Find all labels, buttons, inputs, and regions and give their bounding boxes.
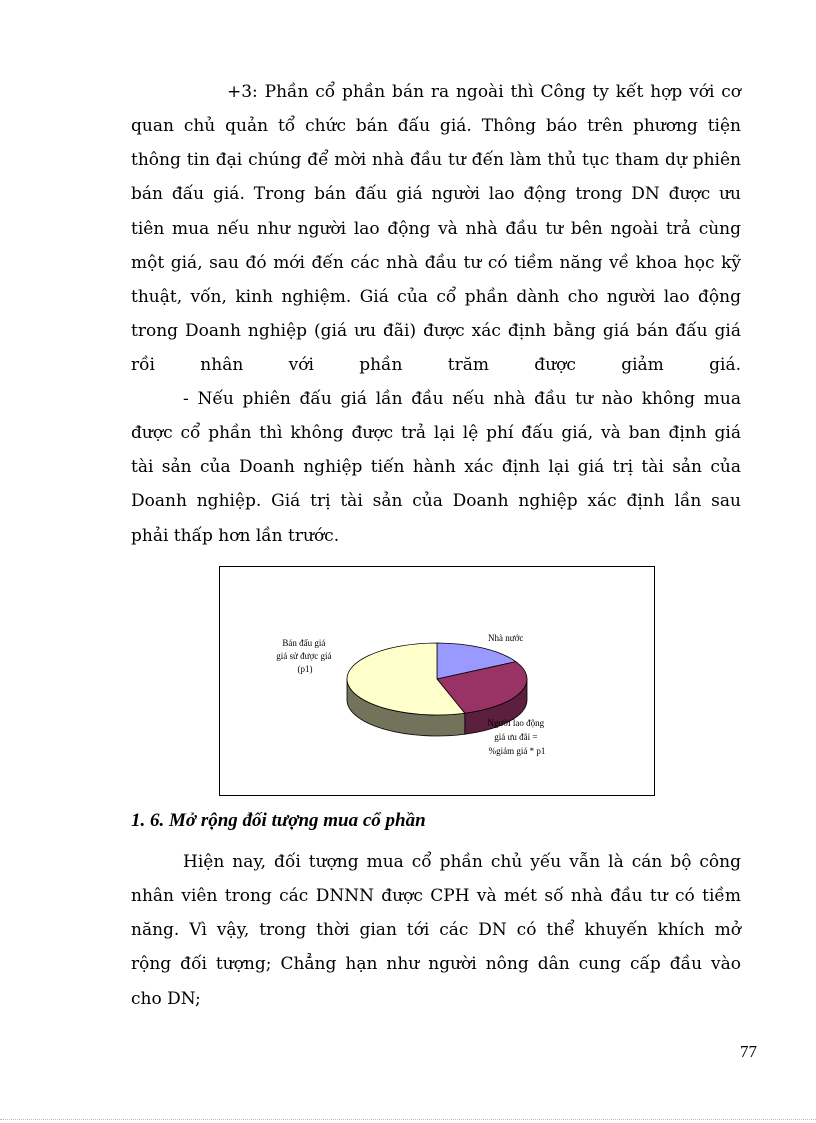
text-line: quan chủ quản tổ chức bán đấu giá. Thông báo trên phương tiện [131,116,741,136]
text-line: phải thấp hơn lần trước. [131,526,340,546]
label-line: Người lao động [487,718,545,728]
slice-label-auction [276,638,334,674]
label-line: %giảm giá * p1 [488,746,546,756]
text-line: cho DN; [131,989,201,1009]
text-line: tiên mua nếu như người lao động và nhà đầu tư bên ngoài trả cùng [131,219,741,239]
text-line: thông tin đại chúng để mời nhà đầu tư đến làm thủ tục tham dự phiên [131,150,741,170]
label-line: Bán đấu giá [282,638,326,648]
page-number: 77 [740,1042,757,1061]
section-heading: 1. 6. Mở rộng đối tượng mua cổ phần [131,810,426,831]
text-line: được cổ phần thì không được trả lại lệ phí đấu giá, và ban định giá [131,423,741,443]
slice-label-state [488,633,523,643]
text-line: - Nếu phiên đấu giá lần đầu nếu nhà đầu tư nào không mua [183,389,741,409]
pie-top-faces [347,643,527,715]
label-line: giá sử được giá [276,651,332,661]
pie-chart [219,566,655,796]
text-line: rồi nhân với phần trăm được giảm giá. [131,355,741,375]
text-line: tài sản của Doanh nghiệp tiến hành xác định lại giá trị tài sản của [131,457,741,477]
pie-chart-canvas [220,567,656,797]
label-line: (p1) [297,664,313,674]
text-line: +3: Phần cổ phần bán ra ngoài thì Công ty kết hợp với cơ [227,82,741,102]
text-line: Doanh nghiệp. Giá trị tài sản của Doanh nghiệp xác định lần sau [131,491,741,511]
label-line: giá ưu đãi = [494,732,538,742]
text-line: rộng đối tượng; Chẳng hạn như người nông dân cung cấp đầu vào [131,954,741,974]
text-line: bán đấu giá. Trong bán đấu giá người lao động trong DN được ưu [131,184,741,204]
slice-label-workers [488,718,547,756]
text-line: năng. Vì vậy, trong thời gian tới các DN có thể khuyến khích mở [131,920,741,940]
text-line: nhân viên trong các DNNN được CPH và mét số nhà đầu tư có tiềm [131,886,741,906]
text-line: Hiện nay, đối tượng mua cổ phần chủ yếu vẫn là cán bộ công [183,852,741,872]
page-bottom-rule [0,1119,816,1120]
label-line: Nhà nước [488,633,524,643]
text-line: trong Doanh nghiệp (giá ưu đãi) được xác định bằng giá bán đấu giá [131,321,741,341]
text-line: một giá, sau đó mới đến các nhà đầu tư có tiềm năng về khoa học kỹ [131,253,741,273]
text-line: thuật, vốn, kinh nghiệm. Giá của cổ phần dành cho người lao động [131,287,741,307]
